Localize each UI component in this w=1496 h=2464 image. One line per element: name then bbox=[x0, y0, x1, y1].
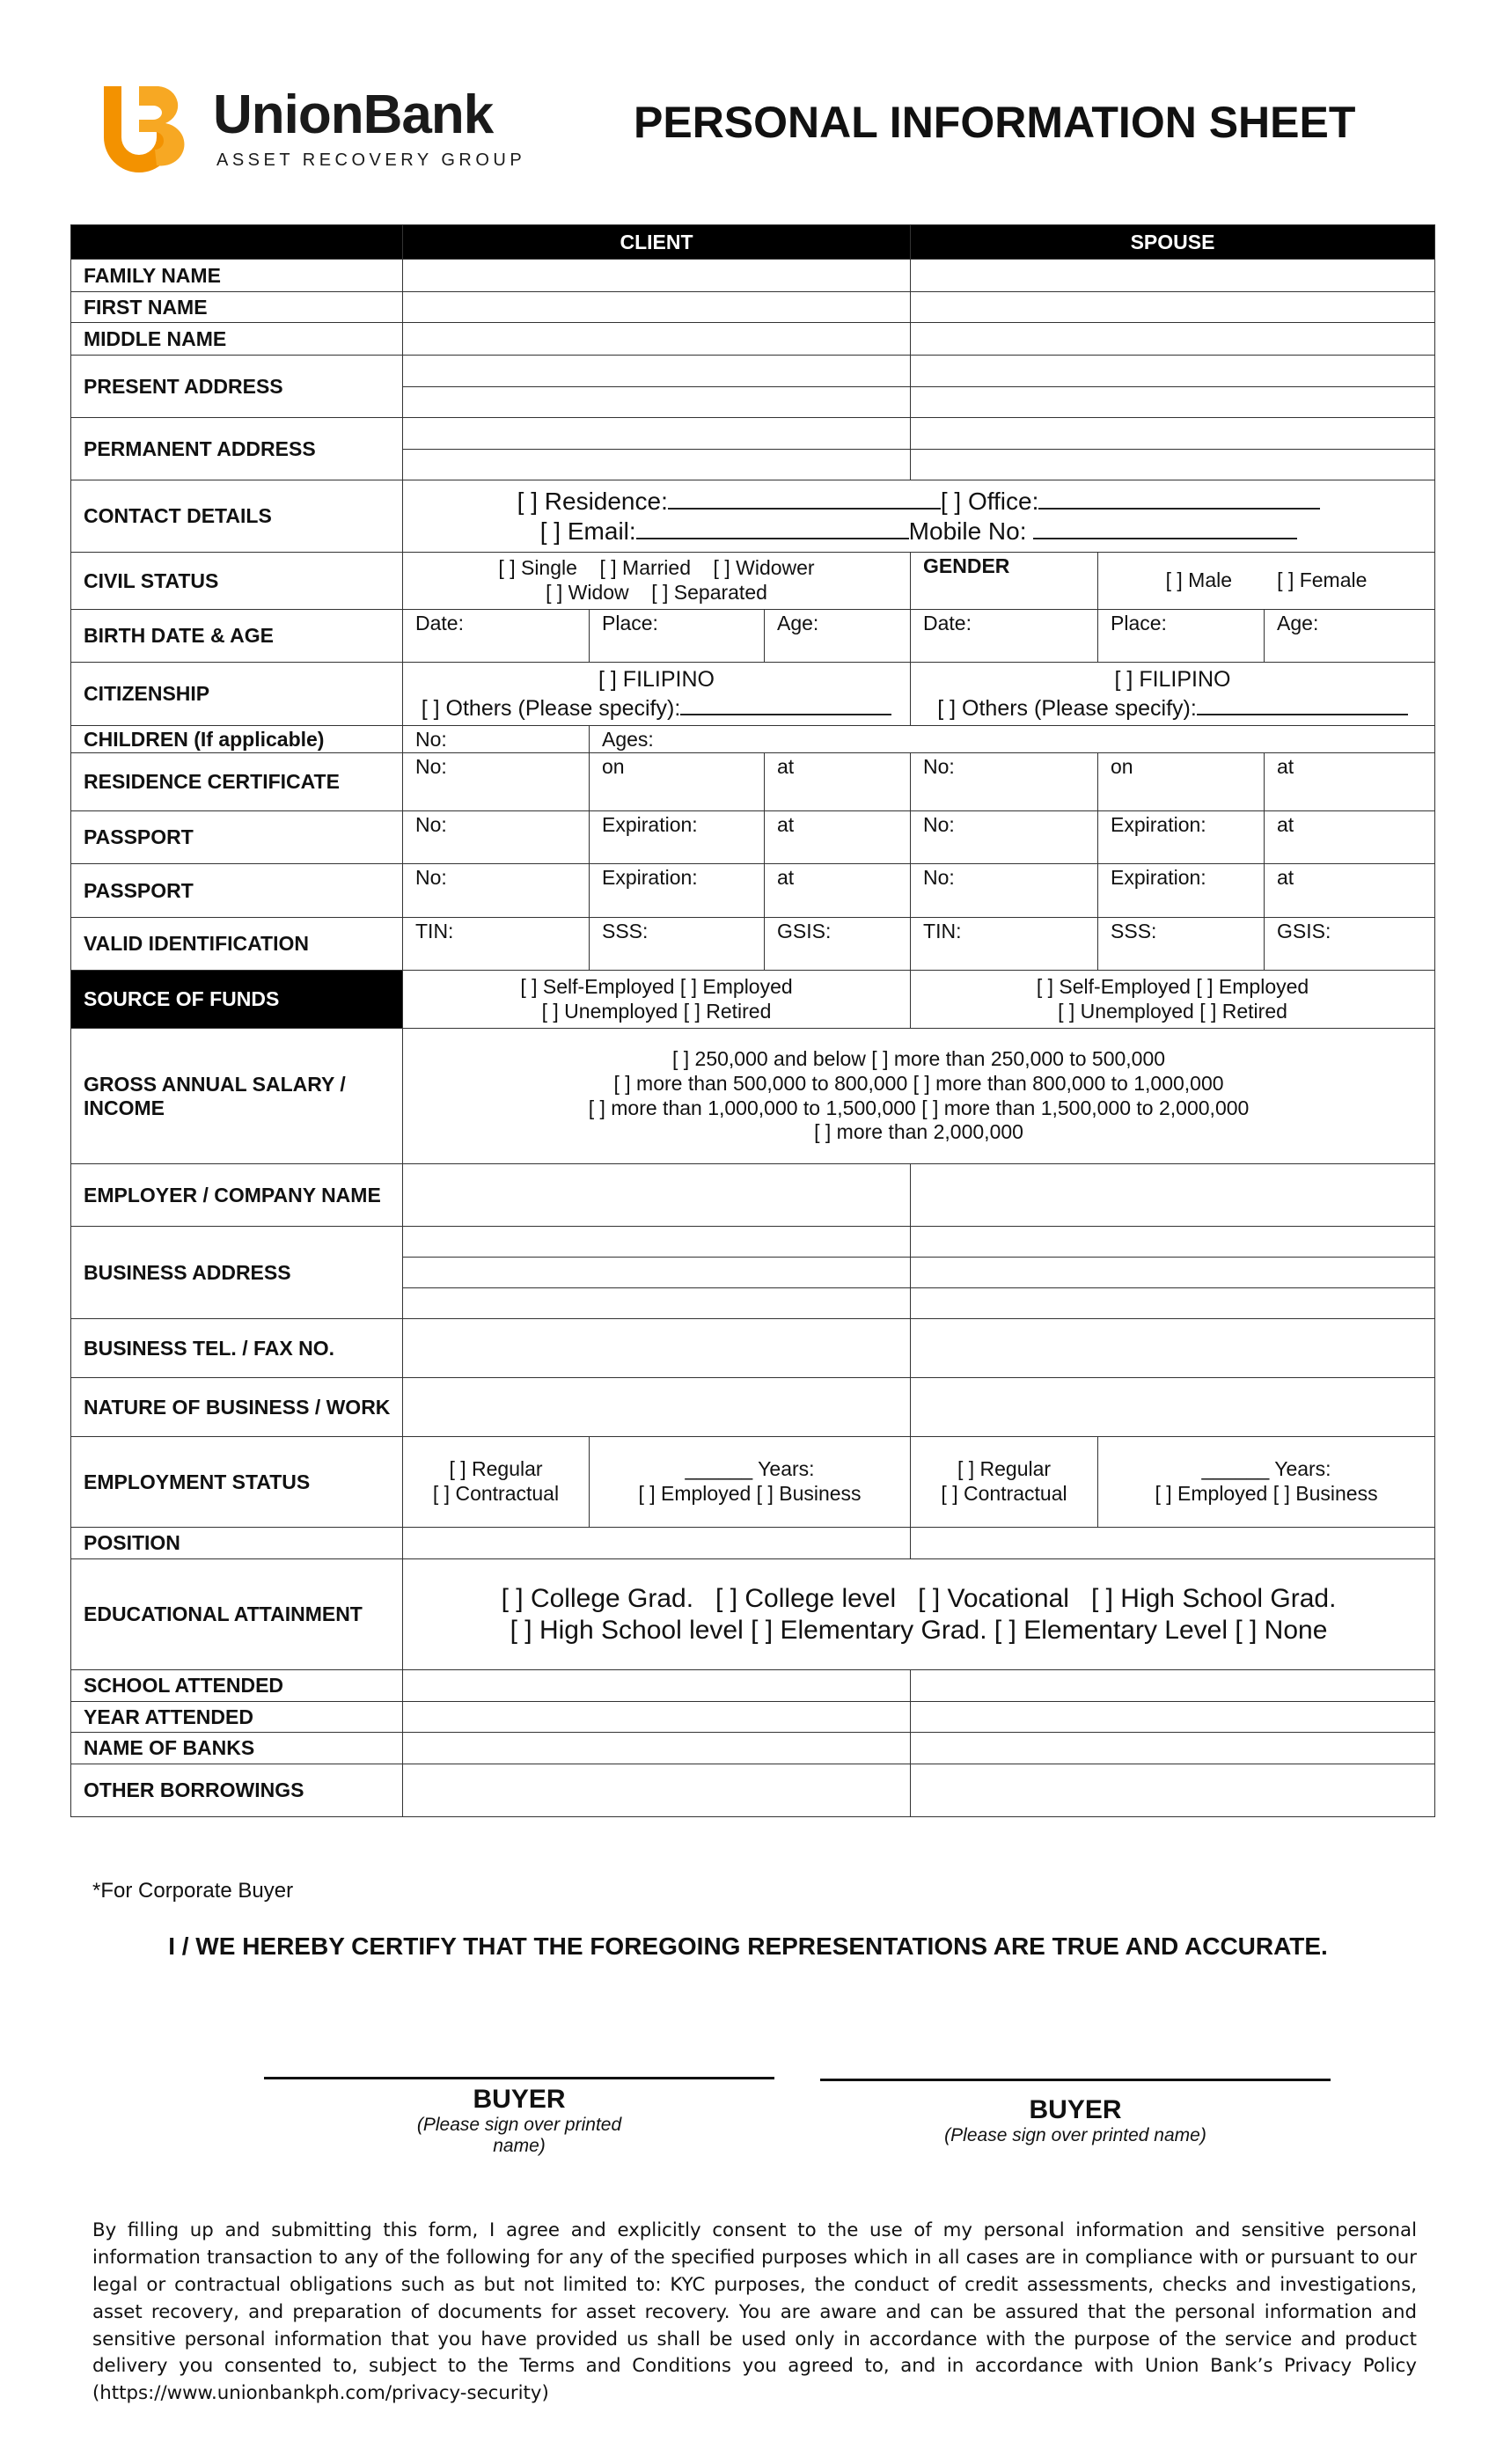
buyer-signature-left[interactable] bbox=[264, 2077, 774, 2157]
client-business-tel-field[interactable] bbox=[403, 1319, 911, 1378]
civil-status-options[interactable] bbox=[403, 553, 911, 610]
spouse-employment-years[interactable] bbox=[1098, 1437, 1435, 1528]
client-business-address-field[interactable] bbox=[403, 1227, 911, 1319]
email-option[interactable]: [ ] Email: bbox=[539, 517, 636, 545]
passport-label: PASSPORT bbox=[71, 811, 403, 864]
business-address-label: BUSINESS ADDRESS bbox=[71, 1227, 403, 1319]
client-funds-line-1[interactable]: [ ] Self-Employed [ ] Employed bbox=[520, 974, 793, 998]
client-rescert-on[interactable]: on bbox=[590, 753, 765, 811]
children-no-field[interactable]: No: bbox=[403, 726, 590, 753]
employment-status-label: EMPLOYMENT STATUS bbox=[71, 1437, 403, 1528]
spouse-funds-line-1[interactable]: [ ] Self-Employed [ ] Employed bbox=[1036, 974, 1309, 998]
client-years-field[interactable]: ______ Years: bbox=[685, 1457, 815, 1481]
client-sss-field[interactable]: SSS: bbox=[590, 918, 765, 971]
office-option[interactable]: [ ] Office: bbox=[940, 487, 1039, 515]
valid-identification-label: VALID IDENTIFICATION bbox=[71, 918, 403, 971]
spouse-rescert-no[interactable]: No: bbox=[911, 753, 1098, 811]
client-school-field[interactable] bbox=[403, 1670, 911, 1702]
spouse-tin-field[interactable]: TIN: bbox=[911, 918, 1098, 971]
client-age-field[interactable]: Age: bbox=[765, 610, 911, 663]
spouse-funds-line-2[interactable]: [ ] Unemployed [ ] Retired bbox=[1058, 999, 1287, 1023]
client-passport2-at[interactable]: at bbox=[765, 864, 911, 918]
client-citizenship-field[interactable] bbox=[403, 663, 911, 726]
spouse-citizenship-field[interactable] bbox=[911, 663, 1435, 726]
income-line-1[interactable]: [ ] 250,000 and below [ ] more than 250,000 to 500,000 bbox=[671, 1047, 1166, 1071]
spouse-permanent-address-field[interactable] bbox=[911, 418, 1435, 480]
spouse-passport2-expiration[interactable]: Expiration: bbox=[1098, 864, 1265, 918]
client-nature-of-business-field[interactable] bbox=[403, 1378, 911, 1437]
client-others-option[interactable]: [ ] Others (Please specify): bbox=[421, 696, 681, 721]
client-employment-type[interactable] bbox=[403, 1437, 590, 1528]
citizenship-label: CITIZENSHIP bbox=[71, 663, 403, 726]
spouse-rescert-at[interactable]: at bbox=[1265, 753, 1435, 811]
name-of-banks-label: NAME OF BANKS bbox=[71, 1733, 403, 1764]
sign-hint: (Please sign over printed name) bbox=[416, 2115, 622, 2156]
signature-line bbox=[264, 2077, 774, 2079]
birth-date-age-label: BIRTH DATE & AGE bbox=[71, 610, 403, 663]
position-label: POSITION bbox=[71, 1528, 403, 1559]
spouse-years-field[interactable]: ______ Years: bbox=[1201, 1457, 1331, 1481]
client-source-of-funds-options[interactable] bbox=[403, 971, 911, 1029]
spouse-year-field[interactable] bbox=[911, 1702, 1435, 1733]
contact-details-field[interactable] bbox=[403, 480, 1435, 553]
spouse-passport-at[interactable]: at bbox=[1265, 811, 1435, 864]
client-passport-at[interactable]: at bbox=[765, 811, 911, 864]
spouse-employer-field[interactable] bbox=[911, 1164, 1435, 1227]
spouse-banks-field[interactable] bbox=[911, 1733, 1435, 1764]
permanent-address-label: PERMANENT ADDRESS bbox=[71, 418, 403, 480]
sign-hint: (Please sign over printed name) bbox=[944, 2125, 1206, 2145]
client-tin-field[interactable]: TIN: bbox=[403, 918, 590, 971]
client-filipino-option[interactable]: [ ] FILIPINO bbox=[598, 667, 715, 692]
buyer-label: BUYER bbox=[1029, 2095, 1122, 2124]
gender-options[interactable]: [ ] Male [ ] Female bbox=[1098, 553, 1435, 610]
spouse-borrowings-field[interactable] bbox=[911, 1764, 1435, 1817]
signature-line bbox=[820, 2079, 1331, 2081]
passport-2-label: PASSPORT bbox=[71, 864, 403, 918]
civil-status-line-2[interactable]: [ ] Widow [ ] Separated bbox=[546, 581, 767, 604]
client-funds-line-2[interactable]: [ ] Unemployed [ ] Retired bbox=[541, 999, 772, 1023]
children-ages-field[interactable]: Ages: bbox=[590, 726, 1435, 753]
spouse-passport-expiration[interactable]: Expiration: bbox=[1098, 811, 1265, 864]
spouse-source-of-funds-options[interactable] bbox=[911, 971, 1435, 1029]
certification-statement: I / WE HEREBY CERTIFY THAT THE FOREGOING REPRESENTATIONS ARE TRUE AND ACCURATE. bbox=[168, 1932, 1328, 1960]
client-passport2-expiration[interactable]: Expiration: bbox=[590, 864, 765, 918]
spouse-others-option[interactable]: [ ] Others (Please specify): bbox=[937, 696, 1197, 721]
page-header bbox=[97, 75, 1373, 189]
spouse-family-name-field[interactable] bbox=[911, 260, 1435, 292]
civil-status-label: CIVIL STATUS bbox=[71, 553, 403, 610]
client-year-field[interactable] bbox=[403, 1702, 911, 1733]
spouse-school-field[interactable] bbox=[911, 1670, 1435, 1702]
spouse-nature-of-business-field[interactable] bbox=[911, 1378, 1435, 1437]
educational-attainment-label: EDUCATIONAL ATTAINMENT bbox=[71, 1559, 403, 1670]
spouse-business-address-field[interactable] bbox=[911, 1227, 1435, 1319]
client-passport-expiration[interactable]: Expiration: bbox=[590, 811, 765, 864]
spouse-position-field[interactable] bbox=[911, 1528, 1435, 1559]
income-line-4[interactable]: [ ] more than 2,000,000 bbox=[814, 1120, 1023, 1144]
client-gsis-field[interactable]: GSIS: bbox=[765, 918, 911, 971]
nature-of-business-label: NATURE OF BUSINESS / WORK bbox=[71, 1378, 403, 1437]
spouse-gsis-field[interactable]: GSIS: bbox=[1265, 918, 1435, 971]
education-line-1[interactable]: [ ] College Grad. [ ] College level [ ] Vocational [ ] High School Grad. bbox=[501, 1583, 1337, 1613]
client-middle-name-field[interactable] bbox=[403, 323, 911, 356]
year-attended-label: YEAR ATTENDED bbox=[71, 1702, 403, 1733]
spouse-filipino-option[interactable]: [ ] FILIPINO bbox=[1114, 667, 1231, 692]
client-passport2-no[interactable]: No: bbox=[403, 864, 590, 918]
spouse-passport-no[interactable]: No: bbox=[911, 811, 1098, 864]
civil-status-line-1[interactable]: [ ] Single [ ] Married [ ] Widower bbox=[498, 556, 815, 580]
client-borrowings-field[interactable] bbox=[403, 1764, 911, 1817]
corporate-buyer-note: *For Corporate Buyer bbox=[92, 1879, 294, 1903]
buyer-label: BUYER bbox=[473, 2085, 566, 2114]
spouse-birth-date-field[interactable]: Date: bbox=[911, 610, 1098, 663]
spouse-column-header: SPOUSE bbox=[911, 225, 1435, 260]
document-title: PERSONAL INFORMATION SHEET bbox=[634, 98, 1356, 147]
spouse-first-name-field[interactable] bbox=[911, 292, 1435, 323]
client-employer-field[interactable] bbox=[403, 1164, 911, 1227]
present-address-label: PRESENT ADDRESS bbox=[71, 356, 403, 418]
spouse-present-address-field[interactable] bbox=[911, 356, 1435, 418]
mobile-label: Mobile No: bbox=[908, 517, 1027, 545]
gender-label: GENDER bbox=[911, 553, 1098, 610]
children-label: CHILDREN (If applicable) bbox=[71, 726, 403, 753]
residence-option[interactable]: [ ] Residence: bbox=[517, 487, 668, 515]
client-banks-field[interactable] bbox=[403, 1733, 911, 1764]
income-line-3[interactable]: [ ] more than 1,000,000 to 1,500,000 [ ] more than 1,500,000 to 2,000,000 bbox=[588, 1096, 1250, 1119]
source-of-funds-label: SOURCE OF FUNDS bbox=[71, 971, 403, 1029]
client-first-name-field[interactable] bbox=[403, 292, 911, 323]
spouse-contractual-option[interactable]: [ ] Contractual bbox=[941, 1482, 1067, 1505]
client-position-field[interactable] bbox=[403, 1528, 911, 1559]
client-contractual-option[interactable]: [ ] Contractual bbox=[432, 1482, 560, 1505]
unionbank-logo-icon bbox=[97, 79, 194, 185]
client-birth-place-field[interactable]: Place: bbox=[590, 610, 765, 663]
brand-name: UnionBank bbox=[213, 84, 494, 145]
information-form bbox=[70, 224, 1435, 1817]
income-line-2[interactable]: [ ] more than 500,000 to 800,000 [ ] more than 800,000 to 1,000,000 bbox=[613, 1071, 1224, 1095]
education-line-2[interactable]: [ ] High School level [ ] Elementary Grad. [ ] Elementary Level [ ] None bbox=[510, 1615, 1328, 1645]
spouse-birth-place-field[interactable]: Place: bbox=[1098, 610, 1265, 663]
client-rescert-at[interactable]: at bbox=[765, 753, 911, 811]
first-name-label: FIRST NAME bbox=[71, 292, 403, 323]
gross-income-options[interactable] bbox=[403, 1029, 1435, 1164]
school-attended-label: SCHOOL ATTENDED bbox=[71, 1670, 403, 1702]
contact-details-label: CONTACT DETAILS bbox=[71, 480, 403, 553]
educational-attainment-options[interactable] bbox=[403, 1559, 1435, 1670]
client-employment-years[interactable] bbox=[590, 1437, 911, 1528]
family-name-label: FAMILY NAME bbox=[71, 260, 403, 292]
middle-name-label: MIDDLE NAME bbox=[71, 323, 403, 356]
header-blank bbox=[71, 225, 403, 260]
spouse-passport2-at[interactable]: at bbox=[1265, 864, 1435, 918]
brand-subtitle: ASSET RECOVERY GROUP bbox=[216, 150, 526, 170]
spouse-business-tel-field[interactable] bbox=[911, 1319, 1435, 1378]
client-employed-business-option[interactable]: [ ] Employed [ ] Business bbox=[638, 1482, 862, 1505]
client-present-address-field[interactable] bbox=[403, 356, 911, 418]
privacy-consent-text: By filling up and submitting this form, I agree and explicitly consent to the use of my personal information and sensitive personal information transaction to any of the following for any of the specified purposes which in all cases are in compliance with or pursuant to our legal or contractual obligations such as but not limited to: KYC purposes, the conduct of credit assessments, checks and investigations, asset recovery, and preparation of documents for asset recovery. You are aware and can be assured that the personal information and sensitive personal information that you have provided us shall be used only in accordance with the purpose of the service and product delivery you consented to, subject to the Terms and Conditions you agreed to, and in accordance with Union Bank’s Privacy Policy (https://www.unionbankph.com/privacy-security) bbox=[92, 2219, 1417, 2405]
other-borrowings-label: OTHER BORROWINGS bbox=[71, 1764, 403, 1817]
business-tel-label: BUSINESS TEL. / FAX NO. bbox=[71, 1319, 403, 1378]
spouse-passport2-no[interactable]: No: bbox=[911, 864, 1098, 918]
client-passport-no[interactable]: No: bbox=[403, 811, 590, 864]
employer-label: EMPLOYER / COMPANY NAME bbox=[71, 1164, 403, 1227]
spouse-regular-option[interactable]: [ ] Regular bbox=[957, 1457, 1052, 1481]
buyer-signature-right[interactable] bbox=[820, 2079, 1331, 2146]
client-family-name-field[interactable] bbox=[403, 260, 911, 292]
spouse-sss-field[interactable]: SSS: bbox=[1098, 918, 1265, 971]
spouse-employed-business-option[interactable]: [ ] Employed [ ] Business bbox=[1155, 1482, 1378, 1505]
client-birth-date-field[interactable]: Date: bbox=[403, 610, 590, 663]
spouse-middle-name-field[interactable] bbox=[911, 323, 1435, 356]
residence-certificate-label: RESIDENCE CERTIFICATE bbox=[71, 753, 403, 811]
spouse-age-field[interactable]: Age: bbox=[1265, 610, 1435, 663]
gross-income-label: GROSS ANNUAL SALARY / INCOME bbox=[71, 1029, 403, 1164]
spouse-rescert-on[interactable]: on bbox=[1098, 753, 1265, 811]
spouse-employment-type[interactable] bbox=[911, 1437, 1098, 1528]
client-column-header: CLIENT bbox=[403, 225, 911, 260]
client-rescert-no[interactable]: No: bbox=[403, 753, 590, 811]
client-permanent-address-field[interactable] bbox=[403, 418, 911, 480]
client-regular-option[interactable]: [ ] Regular bbox=[449, 1457, 543, 1481]
